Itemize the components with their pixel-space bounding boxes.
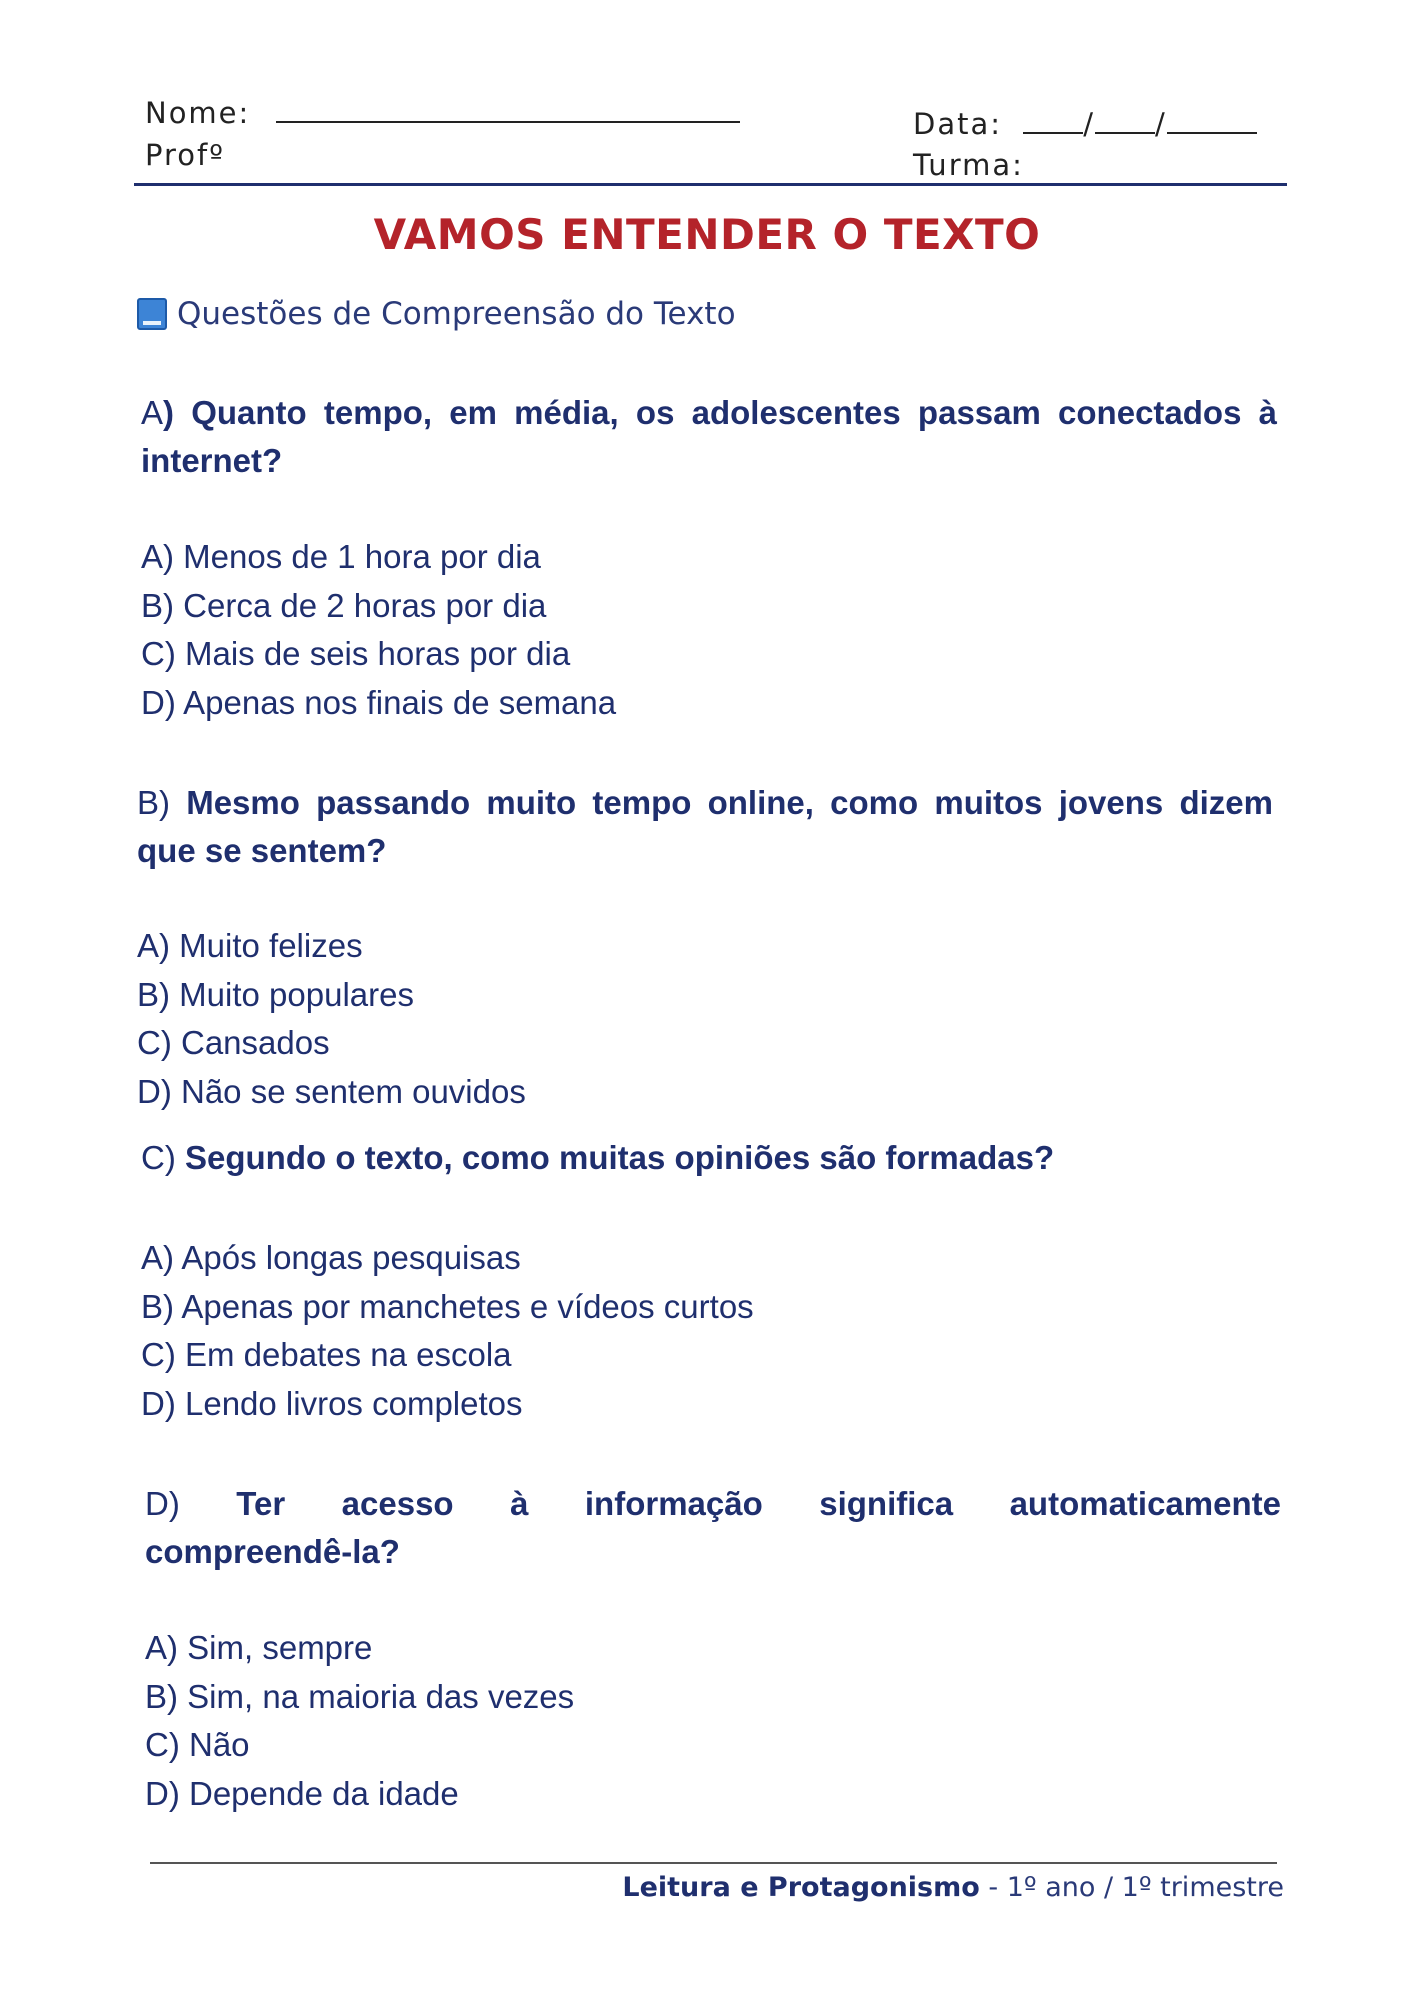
date-year-blank[interactable] [1167, 132, 1257, 134]
name-blank[interactable] [276, 121, 740, 123]
section-subtitle [137, 296, 736, 332]
option-item[interactable]: D) Apenas nos finais de semana [141, 683, 617, 721]
question-text: ) Quanto tempo, em média, os adolescentes passam conectados à internet? [141, 394, 1277, 479]
class-label: Turma: [913, 148, 1024, 182]
question-text: Mesmo passando muito tempo online, como muitos jovens dizem que se sentem? [137, 784, 1274, 869]
option-item[interactable]: A) Após longas pesquisas [141, 1239, 521, 1276]
option-item[interactable]: C) Em debates na escola [141, 1336, 512, 1373]
option-item[interactable]: C) Cansados [137, 1024, 330, 1061]
question-b [137, 779, 1273, 875]
blue-book-icon [137, 298, 167, 330]
question-c [141, 1134, 1277, 1182]
question-text: Ter acesso à informação significa automaticamente compreendê-la? [145, 1485, 1281, 1570]
footer-divider [150, 1862, 1277, 1864]
name-label: Nome: [145, 96, 251, 130]
option-item[interactable]: D) Depende da idade [145, 1774, 459, 1812]
name-field [145, 96, 740, 130]
question-letter: C) [141, 1139, 185, 1176]
options-a [141, 533, 616, 727]
option-item[interactable]: B) Cerca de 2 horas por dia [141, 586, 547, 624]
option-item[interactable]: B) Apenas por manchetes e vídeos curtos [141, 1287, 754, 1325]
option-item[interactable]: B) Sim, na maioria das vezes [145, 1677, 575, 1715]
options-d [145, 1624, 574, 1818]
date-label: Data: [913, 107, 1003, 141]
question-text: Segundo o texto, como muitas opiniões são formadas? [185, 1139, 1055, 1176]
option-item[interactable]: A) Sim, sempre [145, 1629, 373, 1666]
question-letter: A [141, 394, 164, 431]
header-divider [134, 183, 1287, 186]
question-d [145, 1480, 1281, 1576]
date-day-blank[interactable] [1023, 132, 1083, 134]
date-separator: / [1155, 107, 1167, 141]
option-item[interactable]: B) Muito populares [137, 975, 414, 1013]
option-item[interactable]: D) Lendo livros completos [141, 1384, 523, 1422]
question-letter: B) [137, 784, 187, 821]
option-item[interactable]: C) Não [145, 1726, 250, 1763]
footer-subtitle: - 1º ano / 1º trimestre [979, 1872, 1284, 1903]
page-title: VAMOS ENTENDER O TEXTO [373, 210, 1041, 259]
question-letter: D) [145, 1485, 237, 1522]
option-item[interactable]: A) Muito felizes [137, 927, 363, 964]
option-item[interactable]: C) Mais de seis horas por dia [141, 635, 571, 672]
options-c [141, 1234, 754, 1428]
subtitle-text: Questões de Compreensão do Texto [177, 296, 736, 332]
date-month-blank[interactable] [1095, 132, 1155, 134]
date-field [913, 107, 1257, 141]
question-a [141, 389, 1277, 485]
teacher-label: Profº [145, 138, 225, 172]
options-b [137, 922, 526, 1116]
date-separator: / [1083, 107, 1096, 141]
option-item[interactable]: D) Não se sentem ouvidos [137, 1072, 526, 1110]
option-item[interactable]: A) Menos de 1 hora por dia [141, 538, 541, 575]
footer [622, 1872, 1284, 1903]
footer-title: Leitura e Protagonismo [622, 1872, 980, 1903]
